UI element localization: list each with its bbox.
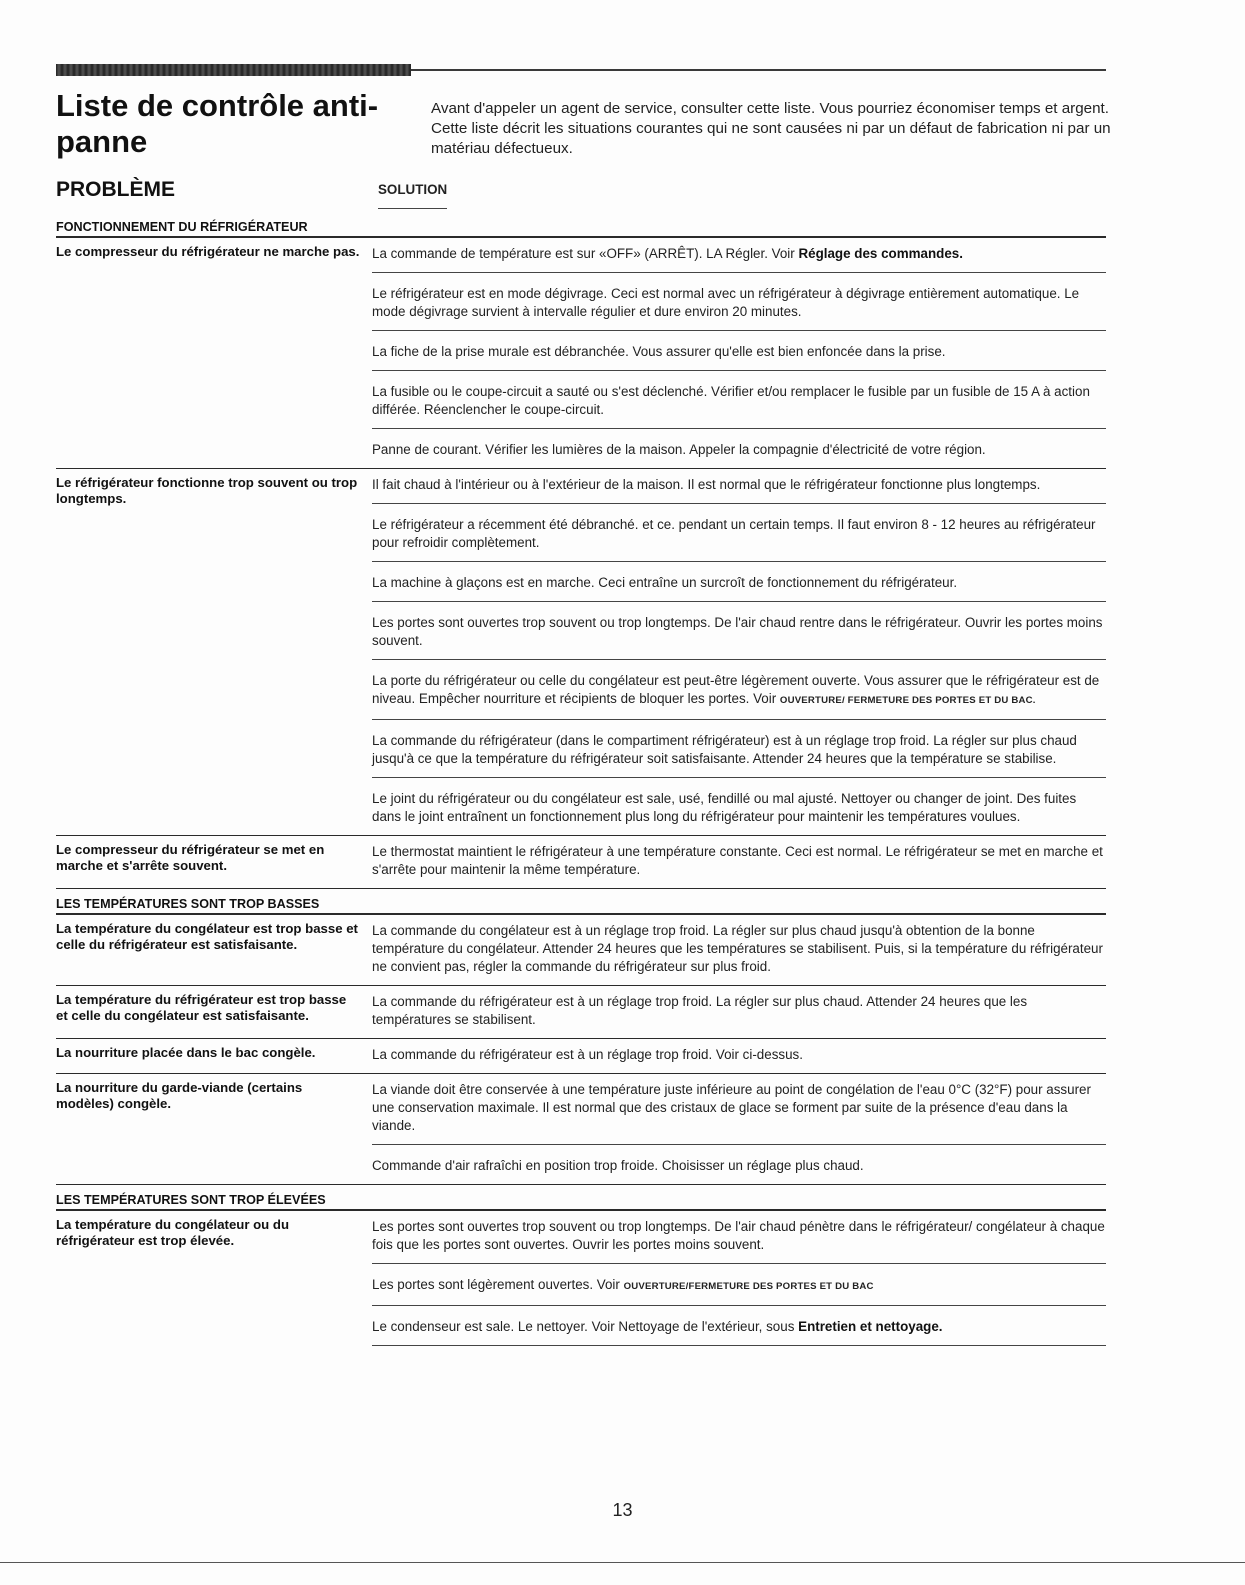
cross-reference: Entretien et nettoyage.	[798, 1319, 943, 1334]
solution-item: Les portes sont ouvertes trop souvent ou trop longtemps. De l'air chaud pénètre dans le réfrigérateur/ congélateur à chaque fois que les portes sont ouvertes. Ouvrir les portes moins souvent.	[372, 1215, 1106, 1264]
cross-reference: Réglage des commandes.	[798, 246, 963, 261]
section-heading-too-cold: LES TEMPÉRATURES SONT TROP BASSES	[56, 897, 1106, 915]
solution-item: Les portes sont légèrement ouvertes. Voir OUVERTURE/FERMETURE DES PORTES ET DU BAC	[372, 1273, 1106, 1306]
solution-list	[360, 840, 1106, 888]
solution-item: La viande doit être conservée à une température juste inférieure au point de congélation de l'eau 0°C (32°F) pour assurer une conservation maximale. Il est normal que des cristaux de glace se forment par suite de la présence d'eau dans la viande.	[372, 1078, 1106, 1145]
section-heading-too-warm: LES TEMPÉRATURES SONT TROP ÉLEVÉES	[56, 1193, 1106, 1211]
table-row	[56, 915, 1106, 986]
problem-text: La nourriture du garde-viande (certains modèles) congèle.	[56, 1080, 303, 1111]
solution-item: La fiche de la prise murale est débranchée. Vous assurer qu'elle est bien enfoncée dans la prise.	[372, 340, 1106, 371]
problem-text: Le compresseur du réfrigérateur ne marche pas.	[56, 244, 360, 259]
solution-item: Le réfrigérateur est en mode dégivrage. Ceci est normal avec un réfrigérateur à dégivrage entièrement automatique. Le mode dégivrage survient à intervalle régulier et dure environ 20 minutes.	[372, 282, 1106, 331]
solution-item: Le joint du réfrigérateur ou du congélateur est sale, usé, fendillé ou mal ajusté. Nettoyer ou changer de joint. Des fuites dans le joint entraînent un fonctionnement plus long du réfrigérateur pour maintenir les températures voulues.	[372, 791, 1077, 824]
table-row	[56, 469, 1106, 836]
section-heading-operation: FONCTIONNEMENT DU RÉFRIGÉRATEUR	[56, 220, 1106, 238]
table-row	[56, 986, 1106, 1039]
solution-item: Le thermostat maintient le réfrigérateur à une température constante. Ceci est normal. Le réfrigérateur se met en marche et s'arrête pour maintenir la même température.	[372, 844, 1103, 877]
problem-text: Le réfrigérateur fonctionne trop souvent ou trop longtemps.	[56, 475, 358, 506]
solution-list	[360, 1215, 1106, 1346]
solution-item: La commande du congélateur est à un réglage trop froid. La régler sur plus chaud jusqu'à obtention de la bonne température du congélateur. Attender 24 heures que les températures se stabilisent. Puis, si la température du réfrigérateur ne convient pas, régler la commande du réfrigérateur sur plus froid.	[372, 923, 1103, 974]
solution-item: La commande de température est sur «OFF» (ARRÊT). LA Régler. Voir Réglage des commandes.	[372, 242, 1106, 273]
problem-column-heading: PROBLÈME	[56, 178, 176, 201]
problem-text: La nourriture placée dans le bac congèle.	[56, 1045, 316, 1060]
solution-item: Le condenseur est sale. Le nettoyer. Voir Nettoyage de l'extérieur, sous Entretien et nettoyage.	[372, 1315, 1106, 1346]
table-row	[56, 836, 1106, 889]
solution-item: La fusible ou le coupe-circuit a sauté ou s'est déclenché. Vérifier et/ou remplacer le fusible par un fusible de 15 A à action différée. Réenclencher le coupe-circuit.	[372, 380, 1106, 429]
solution-column-heading: SOLUTION	[378, 178, 447, 209]
solution-item: Le réfrigérateur a récemment été débranché. et ce. pendant un certain temps. Il faut environ 8 - 12 heures au réfrigérateur pour refroidir complètement.	[372, 513, 1106, 562]
problem-text: La température du congélateur est trop basse et celle du réfrigérateur est satisfaisante.	[56, 921, 358, 952]
problem-text: La température du congélateur ou du réfrigérateur est trop élevée.	[56, 1217, 290, 1248]
solution-item: La commande du réfrigérateur est à un réglage trop froid. Voir ci-dessus.	[372, 1047, 803, 1062]
solution-list	[360, 919, 1106, 985]
solution-list	[360, 990, 1106, 1038]
solution-item: La machine à glaçons est en marche. Ceci entraîne un surcroît de fonctionnement du réfrigérateur.	[372, 571, 1106, 602]
table-row	[56, 1039, 1106, 1074]
header-band	[56, 64, 411, 76]
cross-reference: OUVERTURE/ FERMETURE DES PORTES ET DU BAC.	[779, 695, 1036, 706]
solution-item: Commande d'air rafraîchi en position trop froide. Choisisser un réglage plus chaud.	[372, 1158, 864, 1173]
table-row	[56, 238, 1106, 469]
solution-item: Les portes sont ouvertes trop souvent ou trop longtemps. De l'air chaud rentre dans le réfrigérateur. Ouvrir les portes moins souvent.	[372, 611, 1106, 660]
problem-text: La température du réfrigérateur est trop basse et celle du congélateur est satisfaisante.	[56, 992, 347, 1023]
cross-reference: OUVERTURE/FERMETURE DES PORTES ET DU BAC	[623, 1281, 874, 1292]
intro-paragraph: Avant d'appeler un agent de service, consulter cette liste. Vous pourriez économiser temps et argent. Cette liste décrit les situations courantes qui ne sont causées ni par un défaut de fabrication ni par un matériau défectueux.	[431, 100, 1111, 157]
bottom-edge-rule	[0, 1562, 1245, 1563]
solution-list	[360, 473, 1106, 835]
table-row	[56, 1074, 1106, 1185]
problem-text: Le compresseur du réfrigérateur se met en marche et s'arrête souvent.	[56, 842, 325, 873]
solution-item: La commande du réfrigérateur est à un réglage trop froid. La régler sur plus chaud. Attender 24 heures que les températures se stabilisent.	[372, 994, 1028, 1027]
solution-item: La commande du réfrigérateur (dans le compartiment réfrigérateur) est à un réglage trop froid. La régler sur plus chaud jusqu'à ce que la température du réfrigérateur soit satisfaisante. Attender 24 heures que la température se stabilise.	[372, 729, 1106, 778]
solution-list	[360, 1043, 1106, 1073]
solution-item: Il fait chaud à l'intérieur ou à l'extérieur de la maison. Il est normal que le réfrigérateur fonctionne plus longtemps.	[372, 473, 1106, 504]
solution-item: La porte du réfrigérateur ou celle du congélateur est peut-être légèrement ouverte. Vous assurer que le réfrigérateur est de niveau. Empêcher nourriture et récipients de bloquer les portes. Voir OUVERTURE/ FERMETURE DES PORTES ET DU BAC.	[372, 669, 1106, 720]
table-row	[56, 1211, 1106, 1346]
page-title: Liste de contrôle anti-panne	[56, 88, 379, 159]
solution-item: Panne de courant. Vérifier les lumières de la maison. Appeler la compagnie d'électricité de votre région.	[372, 442, 986, 457]
page-number: 13	[612, 1500, 633, 1520]
solution-list	[360, 1078, 1106, 1184]
solution-list	[360, 242, 1106, 468]
troubleshooting-table	[56, 212, 1106, 1346]
